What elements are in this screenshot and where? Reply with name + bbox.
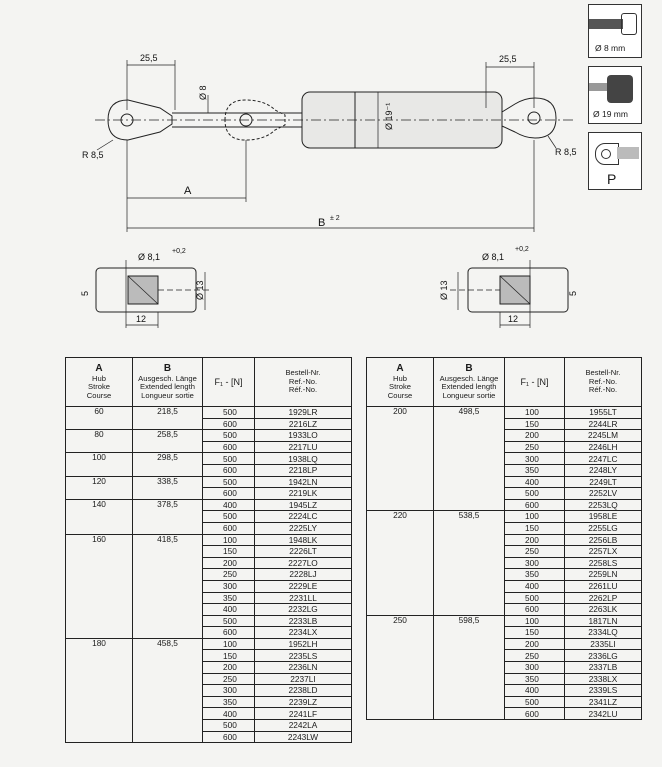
order-number-cell: 2226LT: [255, 546, 352, 558]
table-row: [66, 638, 352, 650]
table-row: [66, 430, 352, 442]
order-number-cell: 2342LU: [565, 708, 642, 720]
stroke-cell: 200: [367, 407, 434, 511]
order-number-cell: 2233LB: [255, 615, 352, 627]
stroke-cell: 80: [66, 430, 133, 453]
right-eye-outline: [502, 98, 556, 138]
force-cell: 200: [203, 557, 255, 569]
order-number-cell: 2218LP: [255, 464, 352, 476]
order-number-cell: 1952LH: [255, 638, 352, 650]
extended-length-cell: 258,5: [133, 430, 203, 453]
legend-rod-8mm: [588, 4, 642, 58]
table-row: [367, 615, 642, 627]
force-cell: 300: [203, 580, 255, 592]
order-number-cell: 1958LE: [565, 511, 642, 523]
thick-left: 5: [80, 290, 90, 296]
force-cell: 600: [505, 708, 565, 720]
bore-left: Ø 8,1: [138, 252, 161, 262]
order-number-cell: 2255LG: [565, 522, 642, 534]
force-cell: 150: [505, 522, 565, 534]
force-cell: 150: [505, 627, 565, 639]
force-cell: 150: [203, 650, 255, 662]
table-row: [66, 407, 352, 419]
outer-right: Ø 13: [439, 280, 449, 300]
force-cell: 400: [203, 708, 255, 720]
radius-right: R 8,5: [555, 147, 577, 157]
header-extended-length: B Ausgesch. Länge Extended length Longueur sortie: [133, 358, 203, 407]
extended-length-cell: 598,5: [434, 615, 505, 719]
order-number-cell: 2339LS: [565, 685, 642, 697]
order-number-cell: 2225LY: [255, 522, 352, 534]
force-cell: 350: [203, 592, 255, 604]
spec-table-left: [65, 357, 352, 743]
bore-right: Ø 8,1: [482, 252, 505, 262]
stroke-cell: 120: [66, 476, 133, 499]
gas-spring-drawing: [0, 0, 662, 360]
order-number-cell: 1948LK: [255, 534, 352, 546]
table-row: [66, 476, 352, 488]
order-number-cell: 2248LY: [565, 464, 642, 476]
force-cell: 350: [505, 569, 565, 581]
force-cell: 600: [203, 441, 255, 453]
table-row: [66, 499, 352, 511]
order-number-cell: 2232LG: [255, 604, 352, 616]
extended-length-cell: 418,5: [133, 534, 203, 638]
spec-table-right: [366, 357, 642, 720]
extended-length-cell: 338,5: [133, 476, 203, 499]
table-row: [66, 453, 352, 465]
order-number-cell: 1955LT: [565, 407, 642, 419]
force-cell: 150: [505, 418, 565, 430]
order-number-cell: 2247LC: [565, 453, 642, 465]
force-cell: 200: [203, 662, 255, 674]
force-cell: 600: [203, 464, 255, 476]
tube-end: [621, 13, 637, 35]
force-cell: 100: [505, 407, 565, 419]
order-number-cell: 2227LO: [255, 557, 352, 569]
extended-length-cell: 538,5: [434, 511, 505, 615]
legend-label-p: P: [607, 171, 617, 187]
force-cell: 350: [203, 696, 255, 708]
order-number-cell: 2238LD: [255, 685, 352, 697]
header-order-no: Bestell-Nr. Ref.-No. Réf.-No.: [565, 358, 642, 407]
header-order-no: Bestell-Nr. Ref.-No. Réf.-No.: [255, 358, 352, 407]
force-cell: 300: [203, 685, 255, 697]
header-force: F₁ - [N]: [505, 358, 565, 407]
extended-length-cell: 218,5: [133, 407, 203, 430]
thick-right: 5: [568, 290, 578, 296]
order-number-cell: 2243LW: [255, 731, 352, 743]
order-number-cell: 2235LS: [255, 650, 352, 662]
force-cell: 600: [203, 418, 255, 430]
force-cell: 250: [505, 546, 565, 558]
order-number-cell: 2237LI: [255, 673, 352, 685]
extended-length-cell: 498,5: [434, 407, 505, 511]
force-cell: 500: [203, 615, 255, 627]
stroke-cell: 160: [66, 534, 133, 638]
right-eye-hole: [528, 112, 540, 124]
order-number-cell: 2335LI: [565, 638, 642, 650]
order-number-cell: 2336LG: [565, 650, 642, 662]
extended-length-cell: 378,5: [133, 499, 203, 534]
order-number-cell: 2236LN: [255, 662, 352, 674]
order-number-cell: 2231LL: [255, 592, 352, 604]
header-extended-length: B Ausgesch. Länge Extended length Longueur sortie: [434, 358, 505, 407]
force-cell: 600: [505, 499, 565, 511]
order-number-cell: 2259LN: [565, 569, 642, 581]
order-number-cell: 2253LQ: [565, 499, 642, 511]
header-stroke: A Hub Stroke Course: [367, 358, 434, 407]
order-number-cell: 1933LO: [255, 430, 352, 442]
force-cell: 150: [203, 546, 255, 558]
order-number-cell: 1942LN: [255, 476, 352, 488]
table-row: [367, 511, 642, 523]
order-number-cell: 2256LB: [565, 534, 642, 546]
dim-b: B: [318, 217, 326, 229]
force-cell: 400: [505, 580, 565, 592]
force-cell: 100: [203, 638, 255, 650]
order-number-cell: 1938LQ: [255, 453, 352, 465]
stroke-cell: 220: [367, 511, 434, 615]
order-number-cell: 2244LR: [565, 418, 642, 430]
force-cell: 300: [505, 557, 565, 569]
force-cell: 300: [505, 662, 565, 674]
force-cell: 250: [203, 673, 255, 685]
dim-eye-right: 25,5: [499, 54, 517, 64]
order-number-cell: 2228LJ: [255, 569, 352, 581]
order-number-cell: 2241LF: [255, 708, 352, 720]
force-cell: 500: [505, 696, 565, 708]
bore-left-tol: +0,2: [172, 248, 186, 255]
force-cell: 250: [505, 650, 565, 662]
force-cell: 500: [203, 407, 255, 419]
force-cell: 350: [505, 673, 565, 685]
radius-left: R 8,5: [82, 150, 104, 160]
force-cell: 500: [203, 476, 255, 488]
force-cell: 350: [505, 464, 565, 476]
order-number-cell: 2262LP: [565, 592, 642, 604]
order-number-cell: 2229LE: [255, 580, 352, 592]
order-number-cell: 2338LX: [565, 673, 642, 685]
stroke-cell: 100: [66, 453, 133, 476]
bore-right-tol: +0,2: [515, 246, 529, 253]
force-cell: 100: [505, 511, 565, 523]
width-left: 12: [136, 314, 147, 324]
force-cell: 100: [203, 534, 255, 546]
stroke-cell: 250: [367, 615, 434, 719]
rod-swatch: [589, 83, 607, 91]
order-number-cell: 2249LT: [565, 476, 642, 488]
table-row: [367, 407, 642, 419]
order-number-cell: 2341LZ: [565, 696, 642, 708]
force-cell: 400: [505, 685, 565, 697]
order-number-cell: 2337LB: [565, 662, 642, 674]
force-cell: 600: [505, 604, 565, 616]
dim-tube: Ø 19⁻¹: [384, 102, 394, 130]
legend-eye-p: [588, 132, 642, 190]
force-cell: 600: [203, 522, 255, 534]
dim-b-tol: ± 2: [330, 215, 340, 222]
order-number-cell: 2257LX: [565, 546, 642, 558]
header-force: F₁ - [N]: [203, 358, 255, 407]
rod-swatch: [589, 19, 623, 29]
tube-swatch: [607, 75, 633, 103]
order-number-cell: 2245LM: [565, 430, 642, 442]
order-number-cell: 2216LZ: [255, 418, 352, 430]
order-number-cell: 2334LQ: [565, 627, 642, 639]
extended-length-cell: 298,5: [133, 453, 203, 476]
force-cell: 600: [203, 731, 255, 743]
force-cell: 400: [203, 604, 255, 616]
dim-rod: Ø 8: [198, 85, 208, 100]
force-cell: 200: [505, 638, 565, 650]
extended-length-cell: 458,5: [133, 638, 203, 742]
dim-a: A: [184, 185, 192, 197]
force-cell: 250: [203, 569, 255, 581]
force-cell: 500: [203, 511, 255, 523]
order-number-cell: 2263LK: [565, 604, 642, 616]
order-number-cell: 2258LS: [565, 557, 642, 569]
order-number-cell: 2239LZ: [255, 696, 352, 708]
table-row: [66, 534, 352, 546]
order-number-cell: 2246LH: [565, 441, 642, 453]
force-cell: 500: [505, 488, 565, 500]
force-cell: 200: [505, 534, 565, 546]
stroke-cell: 180: [66, 638, 133, 742]
outer-left: Ø 13: [195, 280, 205, 300]
order-number-cell: 2242LA: [255, 720, 352, 732]
order-number-cell: 1817LN: [565, 615, 642, 627]
force-cell: 400: [505, 476, 565, 488]
width-right: 12: [508, 314, 519, 324]
force-cell: 600: [203, 488, 255, 500]
force-cell: 300: [505, 453, 565, 465]
order-number-cell: 2219LK: [255, 488, 352, 500]
order-number-cell: 2252LV: [565, 488, 642, 500]
stroke-cell: 140: [66, 499, 133, 534]
rod-swatch: [617, 147, 639, 159]
eye-hole-icon: [601, 149, 611, 159]
force-cell: 250: [505, 441, 565, 453]
order-number-cell: 1945LZ: [255, 499, 352, 511]
legend-label-19mm: Ø 19 mm: [593, 109, 628, 119]
legend-label-8mm: Ø 8 mm: [595, 43, 626, 53]
force-cell: 600: [203, 627, 255, 639]
force-cell: 500: [203, 430, 255, 442]
force-cell: 500: [505, 592, 565, 604]
legend-tube-19mm: [588, 66, 642, 124]
force-cell: 400: [203, 499, 255, 511]
order-number-cell: 1929LR: [255, 407, 352, 419]
force-cell: 500: [203, 453, 255, 465]
order-number-cell: 2224LC: [255, 511, 352, 523]
dim-eye-left: 25,5: [140, 53, 158, 63]
order-number-cell: 2217LU: [255, 441, 352, 453]
order-number-cell: 2234LX: [255, 627, 352, 639]
force-cell: 100: [505, 615, 565, 627]
order-number-cell: 2261LU: [565, 580, 642, 592]
force-cell: 200: [505, 430, 565, 442]
force-cell: 500: [203, 720, 255, 732]
stroke-cell: 60: [66, 407, 133, 430]
header-stroke: A Hub Stroke Course: [66, 358, 133, 407]
